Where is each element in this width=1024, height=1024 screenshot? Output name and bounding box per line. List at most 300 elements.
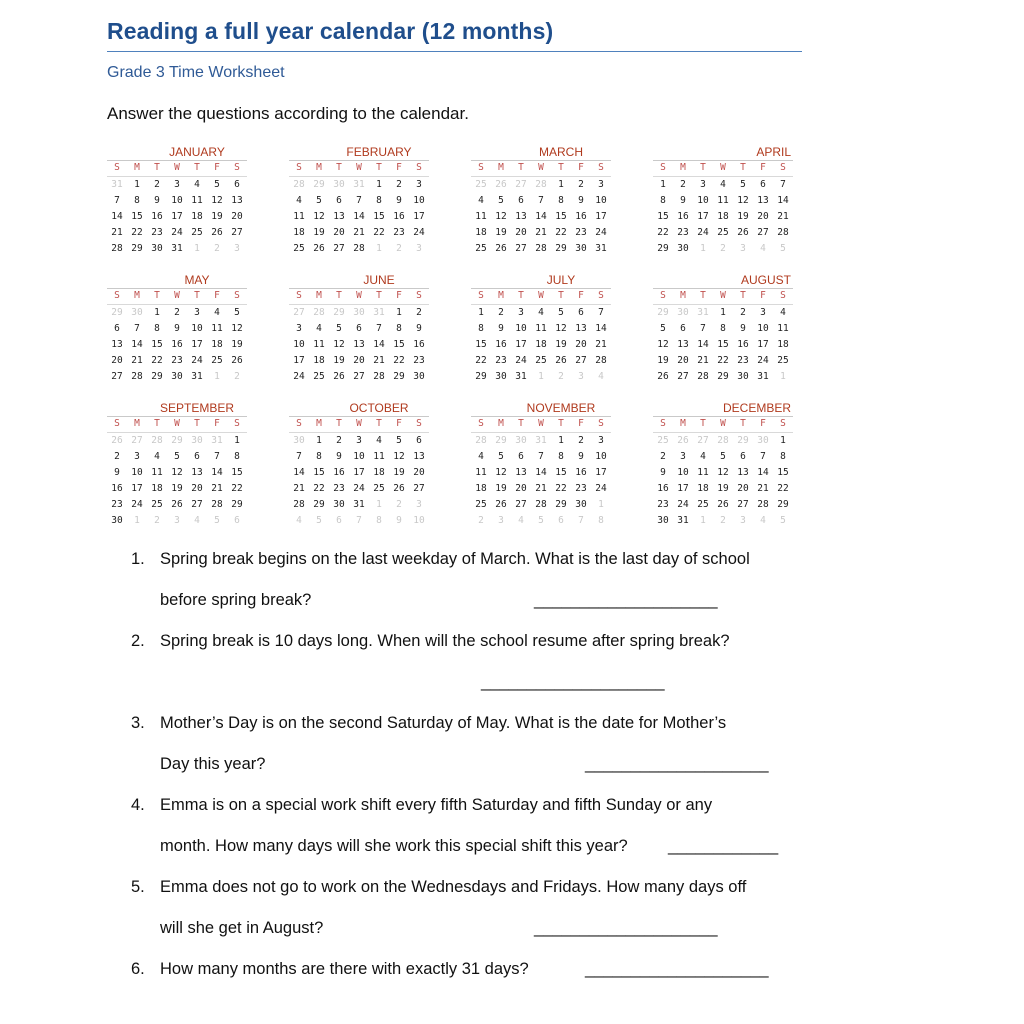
calendar-day: 9 (114, 467, 120, 478)
adjacent-month-day: 5 (780, 243, 786, 254)
month-september (107, 401, 247, 529)
calendar-day: 13 (333, 211, 345, 222)
calendar-day: 22 (393, 355, 405, 366)
adjacent-month-day: 30 (333, 179, 345, 190)
weekday-header: S (773, 161, 793, 177)
calendar-day: 1 (660, 179, 666, 190)
calendar-day: 21 (131, 355, 143, 366)
calendar-day: 7 (296, 451, 302, 462)
calendar-day: 29 (555, 499, 567, 510)
adjacent-month-day: 1 (700, 243, 706, 254)
calendar-day: 27 (515, 499, 527, 510)
adjacent-month-day: 30 (191, 435, 203, 446)
calendar-day: 23 (495, 355, 507, 366)
adjacent-month-day: 29 (313, 179, 325, 190)
calendar-day: 15 (777, 467, 789, 478)
calendar-day: 3 (296, 323, 302, 334)
calendar-day: 8 (316, 451, 322, 462)
calendar-day: 15 (373, 211, 385, 222)
calendar-day: 12 (495, 211, 507, 222)
calendar-day: 10 (131, 467, 143, 478)
calendar-day: 13 (575, 323, 587, 334)
calendar-day: 14 (535, 211, 547, 222)
calendar-day: 30 (333, 499, 345, 510)
month-name: AUGUST (653, 273, 793, 289)
calendar-day: 12 (211, 195, 223, 206)
question-text: Emma does not go to work on the Wednesdays and Fridays. How many days off (160, 878, 747, 896)
calendar-day: 25 (697, 499, 709, 510)
calendar-day: 18 (777, 339, 789, 350)
calendar-day: 9 (174, 323, 180, 334)
calendar-day: 8 (154, 323, 160, 334)
calendar-day: 8 (478, 323, 484, 334)
calendar-day: 23 (737, 355, 749, 366)
adjacent-month-day: 26 (111, 435, 123, 446)
calendar-day: 26 (555, 355, 567, 366)
calendar-day: 30 (677, 243, 689, 254)
weekday-header: S (591, 417, 611, 433)
calendar-day: 2 (578, 435, 584, 446)
weekday-header: F (753, 289, 773, 305)
calendar-day: 25 (777, 355, 789, 366)
month-day-grid (471, 289, 611, 385)
calendar-day: 17 (595, 467, 607, 478)
calendar-day: 6 (760, 179, 766, 190)
weekday-header: W (349, 417, 369, 433)
answer-blank[interactable]: ____________________ (481, 673, 665, 691)
calendar-day: 9 (498, 323, 504, 334)
weekday-header: T (187, 161, 207, 177)
adjacent-month-day: 4 (760, 243, 766, 254)
calendar-day: 3 (194, 307, 200, 318)
calendar-day: 20 (737, 483, 749, 494)
adjacent-month-day: 9 (396, 515, 402, 526)
question-number: 6. (131, 960, 145, 978)
weekday-header: T (329, 417, 349, 433)
calendar-day: 20 (353, 355, 365, 366)
calendar-day: 19 (717, 483, 729, 494)
answer-blank[interactable]: ____________________ (585, 755, 769, 773)
month-day-grid (289, 161, 429, 257)
calendar-day: 18 (211, 339, 223, 350)
calendar-day: 9 (740, 323, 746, 334)
weekday-header: F (571, 289, 591, 305)
month-day-grid (289, 417, 429, 529)
calendar-day: 6 (680, 323, 686, 334)
calendar-day: 4 (720, 179, 726, 190)
weekday-header: S (773, 289, 793, 305)
calendar-day: 26 (333, 371, 345, 382)
calendar-day: 6 (518, 195, 524, 206)
calendar-day: 4 (478, 451, 484, 462)
calendar-day: 3 (416, 179, 422, 190)
calendar-day: 28 (353, 243, 365, 254)
calendar-day: 11 (777, 323, 789, 334)
calendar-day: 25 (475, 499, 487, 510)
calendar-day: 15 (231, 467, 243, 478)
calendar-day: 1 (720, 307, 726, 318)
adjacent-month-day: 3 (740, 515, 746, 526)
adjacent-month-day: 27 (131, 435, 143, 446)
calendar-day: 5 (660, 323, 666, 334)
calendar-day: 16 (657, 483, 669, 494)
weekday-header: W (167, 161, 187, 177)
weekday-header: F (571, 417, 591, 433)
calendar-day: 10 (191, 323, 203, 334)
calendar-day: 14 (757, 467, 769, 478)
month-name: NOVEMBER (471, 401, 611, 417)
calendar-day: 19 (211, 211, 223, 222)
calendar-day: 4 (780, 307, 786, 318)
calendar-day: 15 (475, 339, 487, 350)
adjacent-month-day: 30 (131, 307, 143, 318)
calendar-day: 25 (151, 499, 163, 510)
calendar-day: 7 (214, 451, 220, 462)
weekday-header: F (207, 161, 227, 177)
weekday-header: T (369, 417, 389, 433)
calendar-day: 22 (717, 355, 729, 366)
weekday-header: M (309, 417, 329, 433)
adjacent-month-day: 5 (316, 515, 322, 526)
calendar-day: 16 (575, 467, 587, 478)
calendar-day: 7 (376, 323, 382, 334)
weekday-header: S (227, 417, 247, 433)
calendar-day: 6 (518, 451, 524, 462)
adjacent-month-day: 31 (111, 179, 123, 190)
calendar-day: 9 (578, 451, 584, 462)
weekday-header: T (551, 417, 571, 433)
calendar-day: 30 (171, 371, 183, 382)
calendar-day: 22 (373, 227, 385, 238)
calendar-day: 4 (538, 307, 544, 318)
calendar-day: 14 (373, 339, 385, 350)
question-number: 5. (131, 878, 145, 896)
calendar-day: 8 (396, 323, 402, 334)
calendar-day: 20 (677, 355, 689, 366)
calendar-day: 3 (518, 307, 524, 318)
adjacent-month-day: 30 (353, 307, 365, 318)
calendar-day: 30 (657, 515, 669, 526)
calendar-day: 23 (677, 227, 689, 238)
calendar-day: 16 (171, 339, 183, 350)
calendar-day: 26 (737, 227, 749, 238)
question-text: Spring break is 10 days long. When will the school resume after spring break? (160, 632, 730, 650)
weekday-header: M (491, 161, 511, 177)
calendar-day: 2 (578, 179, 584, 190)
weekday-header: M (673, 417, 693, 433)
adjacent-month-day: 1 (376, 243, 382, 254)
adjacent-month-day: 3 (416, 243, 422, 254)
calendar-day: 26 (717, 499, 729, 510)
weekday-header: F (571, 161, 591, 177)
calendar-day: 17 (697, 211, 709, 222)
calendar-day: 14 (111, 211, 123, 222)
calendar-day: 25 (191, 227, 203, 238)
adjacent-month-day: 5 (780, 515, 786, 526)
weekday-header: S (471, 161, 491, 177)
calendar-day: 9 (336, 451, 342, 462)
calendar-day: 9 (680, 195, 686, 206)
calendar-day: 8 (134, 195, 140, 206)
adjacent-month-day: 26 (677, 435, 689, 446)
weekday-header: S (289, 161, 309, 177)
calendar-day: 22 (151, 355, 163, 366)
calendar-day: 15 (555, 211, 567, 222)
weekday-header: M (309, 161, 329, 177)
adjacent-month-day: 1 (376, 499, 382, 510)
calendar-day: 11 (373, 451, 385, 462)
adjacent-month-day: 7 (578, 515, 584, 526)
calendar-day: 2 (680, 179, 686, 190)
adjacent-month-day: 2 (234, 371, 240, 382)
adjacent-month-day: 1 (598, 499, 604, 510)
calendar-day: 25 (293, 243, 305, 254)
calendar-day: 16 (677, 211, 689, 222)
calendar-day: 19 (495, 227, 507, 238)
calendar-day: 5 (174, 451, 180, 462)
calendar-day: 17 (171, 211, 183, 222)
weekday-header: M (491, 417, 511, 433)
month-november (471, 401, 611, 529)
weekday-header: T (733, 289, 753, 305)
adjacent-month-day: 27 (697, 435, 709, 446)
calendar-day: 8 (558, 195, 564, 206)
calendar-day: 7 (538, 195, 544, 206)
weekday-header: T (329, 161, 349, 177)
calendar-day: 28 (777, 227, 789, 238)
calendar-day: 23 (413, 355, 425, 366)
calendar-day: 24 (515, 355, 527, 366)
answer-blank[interactable]: ____________________ (534, 591, 718, 609)
adjacent-month-day: 25 (657, 435, 669, 446)
calendar-day: 11 (475, 467, 487, 478)
month-name: APRIL (653, 145, 793, 161)
calendar-day: 15 (717, 339, 729, 350)
calendar-day: 13 (191, 467, 203, 478)
adjacent-month-day: 3 (578, 371, 584, 382)
weekday-header: W (167, 289, 187, 305)
calendar-day: 27 (353, 371, 365, 382)
month-august (653, 273, 793, 385)
calendar-day: 23 (151, 227, 163, 238)
calendar-day: 25 (211, 355, 223, 366)
adjacent-month-day: 6 (336, 515, 342, 526)
adjacent-month-day: 2 (720, 515, 726, 526)
weekday-header: T (693, 161, 713, 177)
adjacent-month-day: 2 (720, 243, 726, 254)
weekday-header: M (309, 289, 329, 305)
calendar-day: 11 (313, 339, 325, 350)
calendar-day: 3 (598, 435, 604, 446)
calendar-day: 10 (515, 323, 527, 334)
calendar-day: 5 (214, 179, 220, 190)
calendar-day: 13 (231, 195, 243, 206)
calendar-day: 1 (376, 179, 382, 190)
month-name: FEBRUARY (289, 145, 429, 161)
weekday-header: S (409, 289, 429, 305)
calendar-day: 2 (114, 451, 120, 462)
month-name: MAY (107, 273, 247, 289)
month-april (653, 145, 793, 257)
calendar-day: 15 (555, 467, 567, 478)
calendar-day: 19 (171, 483, 183, 494)
calendar-day: 7 (780, 179, 786, 190)
calendar-day: 1 (396, 307, 402, 318)
adjacent-month-day: 31 (697, 307, 709, 318)
month-name: DECEMBER (653, 401, 793, 417)
calendar-day: 26 (495, 499, 507, 510)
adjacent-month-day: 2 (396, 499, 402, 510)
calendar-day: 1 (134, 179, 140, 190)
calendar-day: 22 (131, 227, 143, 238)
calendar-day: 3 (598, 179, 604, 190)
adjacent-month-day: 28 (151, 435, 163, 446)
weekday-header: M (491, 289, 511, 305)
month-day-grid (289, 289, 429, 385)
month-name: OCTOBER (289, 401, 429, 417)
calendar-day: 17 (757, 339, 769, 350)
adjacent-month-day: 4 (518, 515, 524, 526)
adjacent-month-day: 3 (498, 515, 504, 526)
calendar-day: 28 (373, 371, 385, 382)
calendar-day: 26 (313, 243, 325, 254)
calendar-day: 12 (657, 339, 669, 350)
adjacent-month-day: 29 (495, 435, 507, 446)
calendar-day: 18 (293, 227, 305, 238)
weekday-header: S (289, 289, 309, 305)
calendar-day: 24 (191, 355, 203, 366)
calendar-day: 30 (151, 243, 163, 254)
month-day-grid (471, 417, 611, 529)
answer-blank[interactable]: ____________________ (534, 919, 718, 937)
calendar-day: 13 (677, 339, 689, 350)
calendar-day: 10 (677, 467, 689, 478)
calendar-day: 24 (171, 227, 183, 238)
calendar-day: 2 (416, 307, 422, 318)
calendar-day: 14 (211, 467, 223, 478)
calendar-day: 24 (131, 499, 143, 510)
calendar-day: 30 (575, 499, 587, 510)
calendar-day: 26 (231, 355, 243, 366)
adjacent-month-day: 5 (538, 515, 544, 526)
adjacent-month-day: 27 (293, 307, 305, 318)
calendar-day: 2 (498, 307, 504, 318)
calendar-day: 10 (171, 195, 183, 206)
calendar-day: 27 (231, 227, 243, 238)
calendar-day: 1 (780, 435, 786, 446)
calendar-day: 17 (191, 339, 203, 350)
calendar-day: 23 (575, 483, 587, 494)
weekday-header: T (329, 289, 349, 305)
calendar-day: 29 (777, 499, 789, 510)
weekday-header: T (733, 417, 753, 433)
calendar-day: 21 (697, 355, 709, 366)
weekday-header: W (531, 289, 551, 305)
adjacent-month-day: 1 (700, 515, 706, 526)
answer-blank[interactable]: ____________________ (585, 960, 769, 978)
adjacent-month-day: 5 (214, 515, 220, 526)
calendar-day: 19 (393, 467, 405, 478)
calendar-day: 24 (677, 499, 689, 510)
calendar-day: 22 (475, 355, 487, 366)
answer-blank[interactable]: ____________ (668, 837, 779, 855)
calendar-day: 6 (740, 451, 746, 462)
calendar-day: 3 (356, 435, 362, 446)
calendar-day: 2 (396, 179, 402, 190)
calendar-day: 3 (760, 307, 766, 318)
adjacent-month-day: 28 (293, 179, 305, 190)
calendar-day: 20 (413, 467, 425, 478)
calendar-day: 24 (413, 227, 425, 238)
calendar-day: 29 (231, 499, 243, 510)
weekday-header: T (511, 161, 531, 177)
question-number: 4. (131, 796, 145, 814)
question-number: 2. (131, 632, 145, 650)
weekday-header: W (713, 417, 733, 433)
weekday-header: M (127, 161, 147, 177)
adjacent-month-day: 7 (356, 515, 362, 526)
adjacent-month-day: 10 (413, 515, 425, 526)
calendar-day: 27 (333, 243, 345, 254)
calendar-day: 30 (575, 243, 587, 254)
calendar-day: 8 (720, 323, 726, 334)
calendar-day: 11 (697, 467, 709, 478)
adjacent-month-day: 1 (214, 371, 220, 382)
calendar-day: 20 (191, 483, 203, 494)
question-text: Spring break begins on the last weekday of March. What is the last day of school (160, 550, 750, 568)
calendar-day: 22 (555, 227, 567, 238)
adjacent-month-day: 30 (677, 307, 689, 318)
adjacent-month-day: 28 (313, 307, 325, 318)
page-title: Reading a full year calendar (12 months) (107, 18, 554, 44)
calendar-day: 1 (558, 435, 564, 446)
calendar-day: 20 (575, 339, 587, 350)
calendar-day: 30 (413, 371, 425, 382)
adjacent-month-day: 6 (558, 515, 564, 526)
calendar-day: 21 (535, 483, 547, 494)
calendar-day: 15 (393, 339, 405, 350)
calendar-day: 24 (595, 483, 607, 494)
calendar-day: 11 (191, 195, 203, 206)
calendar-day: 1 (316, 435, 322, 446)
adjacent-month-day: 2 (214, 243, 220, 254)
calendar-day: 6 (578, 307, 584, 318)
calendar-day: 1 (154, 307, 160, 318)
question-number: 3. (131, 714, 145, 732)
calendar-day: 21 (353, 227, 365, 238)
calendar-day: 22 (555, 483, 567, 494)
calendar-day: 17 (413, 211, 425, 222)
calendar-day: 7 (538, 451, 544, 462)
calendar-day: 26 (393, 483, 405, 494)
calendar-day: 31 (171, 243, 183, 254)
calendar-day: 18 (373, 467, 385, 478)
calendar-day: 17 (595, 211, 607, 222)
weekday-header: T (551, 161, 571, 177)
calendar-day: 3 (134, 451, 140, 462)
weekday-header: M (673, 289, 693, 305)
adjacent-month-day: 28 (717, 435, 729, 446)
calendar-day: 3 (680, 451, 686, 462)
adjacent-month-day: 27 (515, 179, 527, 190)
calendar-day: 15 (657, 211, 669, 222)
calendar-day: 18 (313, 355, 325, 366)
adjacent-month-day: 4 (760, 515, 766, 526)
weekday-header: S (289, 417, 309, 433)
weekday-header: W (167, 417, 187, 433)
calendar-day: 12 (333, 339, 345, 350)
calendar-day: 21 (595, 339, 607, 350)
